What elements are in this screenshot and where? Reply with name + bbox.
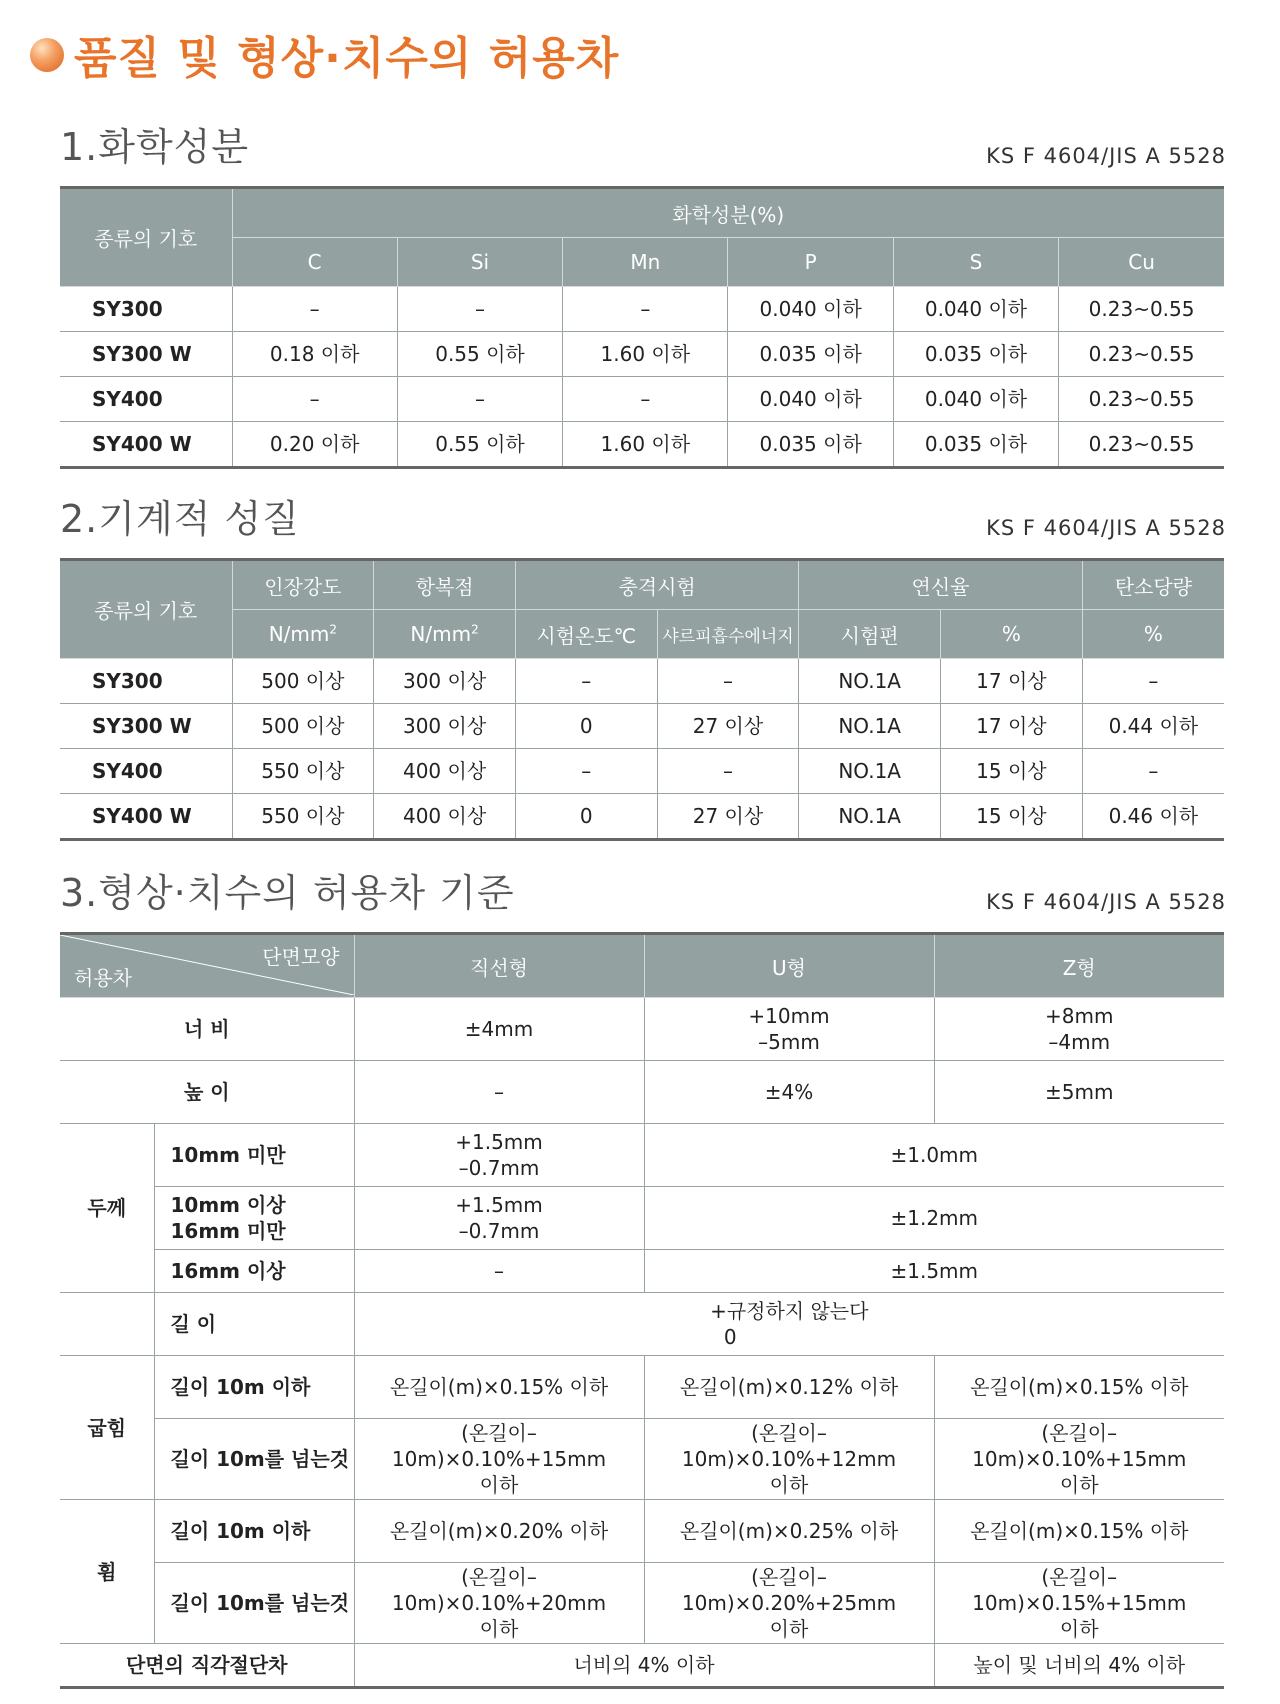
cell: NO.1A [799,704,941,749]
table-row [60,1644,1224,1688]
header-type: 종류의 기호 [60,188,232,287]
cell: 온길이(m)×0.15% 이하 [354,1356,644,1419]
section2-standard: KS F 4604/JIS A 5528 [986,516,1226,540]
table-row [60,749,1224,794]
row-name: SY300 [60,659,232,704]
cell: 온길이(m)×0.15% 이하 [934,1356,1224,1419]
cell: NO.1A [799,794,941,840]
cell: 1.60 이하 [563,422,728,468]
cell: – [397,287,562,332]
cell: – [657,749,799,794]
header-chem-group: 화학성분(%) [232,188,1224,238]
cell: 0.035 이하 [728,332,893,377]
cell: – [515,659,657,704]
cell: 0.035 이하 [893,422,1058,468]
cell: 온길이(m)×0.20% 이하 [354,1500,644,1563]
table-row [60,1061,1224,1124]
cell: 0.55 이하 [397,422,562,468]
table-row [60,1187,1224,1250]
cell: (온길이–10m)×0.10%+20mm 이하 [354,1563,644,1644]
cell: ±1.0mm [644,1124,1224,1187]
section3-standard: KS F 4604/JIS A 5528 [986,890,1226,914]
cell: +1.5mm –0.7mm [354,1187,644,1250]
table-row [60,1293,1224,1356]
table-row [60,377,1224,422]
header-tensile: 인장강도 [232,560,374,610]
title-bullet-icon [30,38,64,72]
table-row [60,1124,1224,1187]
header-elongation: 연신율 [799,560,1082,610]
length-label: 길 이 [154,1293,354,1356]
cell: – [657,659,799,704]
cell: (온길이–10m)×0.10%+15mm 이하 [934,1419,1224,1500]
table-row [60,998,1224,1061]
thickness-label: 두께 [60,1124,154,1293]
header-c: C [232,238,397,287]
header-impact-temp: 시험온도℃ [515,610,657,659]
cell: ±5mm [934,1061,1224,1124]
cell: 17 이상 [941,704,1083,749]
cell: – [397,377,562,422]
cell: +1.5mm –0.7mm [354,1124,644,1187]
table-row [60,1500,1224,1563]
header-straight: 직선형 [354,934,644,998]
cell: 0 [515,794,657,840]
header-impact-energy: 샤르피흡수에너지 [657,610,799,659]
cut-label: 단면의 직각절단차 [60,1644,354,1688]
cell: +10mm –5mm [644,998,934,1061]
cell: 0.040 이하 [893,377,1058,422]
cell: 0.18 이하 [232,332,397,377]
header-yield: 항복점 [374,560,516,610]
cell: 0.44 이하 [1082,704,1224,749]
cell: +규정하지 않는다 0 [354,1293,1224,1356]
row-name: SY400 W [60,422,232,468]
cell: – [354,1250,644,1293]
cell: 0.035 이하 [728,422,893,468]
header-shape: 단면모양 [262,945,340,969]
row-name: SY300 W [60,704,232,749]
cell: 온길이(m)×0.15% 이하 [934,1500,1224,1563]
sub-label: 16mm 이상 [154,1250,354,1293]
header-s: S [893,238,1058,287]
page-title: 품질 및 형상·치수의 허용차 [74,33,620,84]
cell: 높이 및 너비의 4% 이하 [934,1644,1224,1688]
cell: 300 이상 [374,704,516,749]
header-mn: Mn [563,238,728,287]
header-z: Z형 [934,934,1224,998]
cell: (온길이–10m)×0.15%+15mm 이하 [934,1563,1224,1644]
height-label: 높 이 [60,1061,354,1124]
header-si: Si [397,238,562,287]
table-row [60,287,1224,332]
cell: 0.040 이하 [893,287,1058,332]
cell: – [354,1061,644,1124]
bend-label: 굽힘 [60,1356,154,1500]
cell: 27 이상 [657,704,799,749]
header-diagonal [60,934,354,998]
cell: 0.23~0.55 [1059,332,1224,377]
cell: – [563,377,728,422]
row-name: SY400 [60,749,232,794]
empty-cell [60,1293,154,1356]
cell: 300 이상 [374,659,516,704]
header-u: U형 [644,934,934,998]
cell: (온길이–10m)×0.20%+25mm 이하 [644,1563,934,1644]
mechanical-properties-table [60,558,1224,841]
header-type: 종류의 기호 [60,560,232,659]
chemical-composition-table [60,186,1224,469]
table-row [60,659,1224,704]
cell: ±4mm [354,998,644,1061]
cell: – [232,287,397,332]
row-name: SY400 [60,377,232,422]
cell: 0.040 이하 [728,377,893,422]
cell: 0.20 이하 [232,422,397,468]
warp-label: 휨 [60,1500,154,1644]
cell: 27 이상 [657,794,799,840]
row-name: SY300 W [60,332,232,377]
table-row [60,704,1224,749]
cell: 0.23~0.55 [1059,377,1224,422]
header-unit-yield: $N/mm^2$ [374,610,516,659]
cell: 550 이상 [232,749,374,794]
cell: 0.46 이하 [1082,794,1224,840]
cell: ±1.5mm [644,1250,1224,1293]
cell: 0.040 이하 [728,287,893,332]
table-row [60,1356,1224,1419]
cell: +8mm –4mm [934,998,1224,1061]
header-cu: Cu [1059,238,1224,287]
sub-label: 10mm 미만 [154,1124,354,1187]
sub-label: 길이 10m를 넘는것 [154,1419,354,1500]
cell: 400 이상 [374,749,516,794]
cell: 15 이상 [941,749,1083,794]
sub-label: 길이 10m 이하 [154,1356,354,1419]
sub-label: 길이 10m 이하 [154,1500,354,1563]
cell: 550 이상 [232,794,374,840]
header-specimen: 시험편 [799,610,941,659]
header-pct1: % [941,610,1083,659]
header-pct2: % [1082,610,1224,659]
sub-label: 길이 10m를 넘는것 [154,1563,354,1644]
tolerance-table [60,932,1224,1689]
header-tolerance: 허용차 [74,966,132,990]
section1-standard: KS F 4604/JIS A 5528 [986,144,1226,168]
cell: (온길이–10m)×0.10%+15mm 이하 [354,1419,644,1500]
row-name: SY300 [60,287,232,332]
cell: – [1082,659,1224,704]
cell: 17 이상 [941,659,1083,704]
cell: 0 [515,704,657,749]
cell: 0.035 이하 [893,332,1058,377]
table-row [60,332,1224,377]
table-row [60,1250,1224,1293]
section3-heading: 3.형상·치수의 허용차 기준 [60,871,515,915]
cell: – [1082,749,1224,794]
cell: NO.1A [799,659,941,704]
header-p: P [728,238,893,287]
header-carbon: 탄소당량 [1082,560,1224,610]
cell: – [563,287,728,332]
table-row [60,794,1224,840]
cell: 400 이상 [374,794,516,840]
cell: 너비의 4% 이하 [354,1644,934,1688]
cell: 0.23~0.55 [1059,287,1224,332]
cell: ±1.2mm [644,1187,1224,1250]
cell: 15 이상 [941,794,1083,840]
table-row [60,422,1224,468]
section1-heading: 1.화학성분 [60,125,250,169]
cell: 1.60 이하 [563,332,728,377]
section2-heading: 2.기계적 성질 [60,497,300,541]
cell: – [515,749,657,794]
row-name: SY400 W [60,794,232,840]
width-label: 너 비 [60,998,354,1061]
cell: 온길이(m)×0.12% 이하 [644,1356,934,1419]
header-unit-tensile: $N/mm^2$ [232,610,374,659]
table-row [60,1419,1224,1500]
cell: 0.23~0.55 [1059,422,1224,468]
cell: ±4% [644,1061,934,1124]
cell: 500 이상 [232,659,374,704]
cell: – [232,377,397,422]
header-impact: 충격시험 [515,560,798,610]
table-row [60,1563,1224,1644]
cell: NO.1A [799,749,941,794]
cell: 500 이상 [232,704,374,749]
sub-label: 10mm 이상 16mm 미만 [154,1187,354,1250]
cell: (온길이–10m)×0.10%+12mm 이하 [644,1419,934,1500]
cell: 0.55 이하 [397,332,562,377]
cell: 온길이(m)×0.25% 이하 [644,1500,934,1563]
